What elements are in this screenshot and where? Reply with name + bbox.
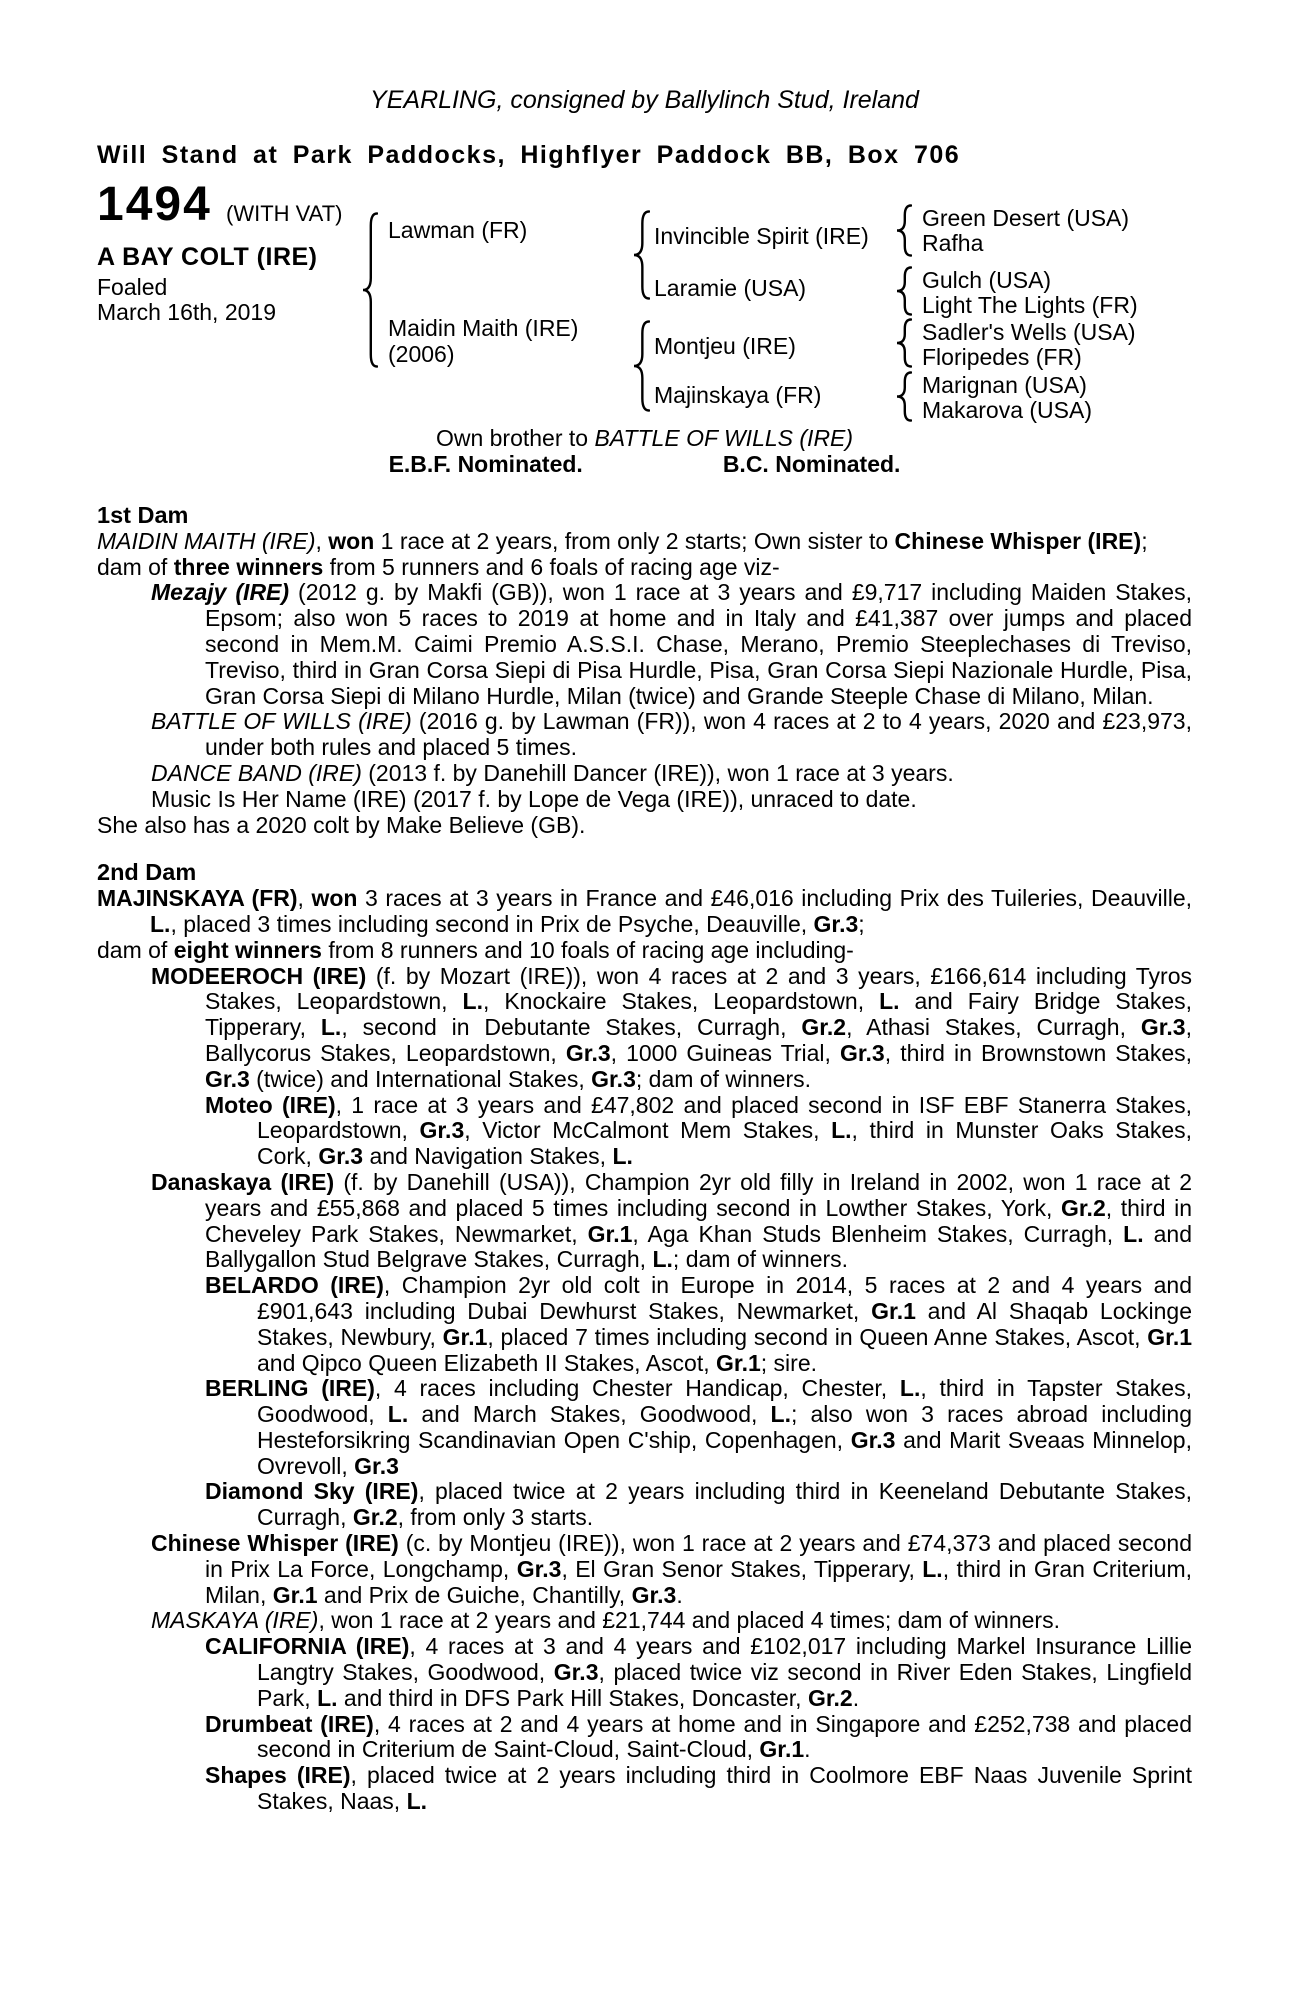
gp-dam-sire-dam: Floripedes (FR): [922, 344, 1082, 370]
produce-record-intro: dam of three winners from 5 runners and 6 foals of racing age viz-: [97, 553, 780, 580]
stand-location-line: Will Stand at Park Paddocks, Highflyer Paddock BB, Box 706: [97, 141, 961, 169]
produce-entry-moteo: Moteo (IRE), 1 race at 3 years and £47,802 and placed second in ISF EBF Stanerra Stakes, Leopardstown, Gr.3, Victor McCalmont Mem Stakes, L., third in Munster Oaks Stakes, Cork, Gr.3 and Navigation Stakes, L.: [205, 1091, 1193, 1170]
sire-name: Lawman (FR): [388, 217, 528, 243]
gp-dam-dam-sire: Marignan (USA): [922, 372, 1087, 398]
produce-entry-modeeroch: MODEEROCH (IRE) (f. by Mozart (IRE)), won 4 races at 2 and 3 years, £166,614 including Tyros Stakes, Leopardstown, L., Knockaire Stakes, Leopardstown, L. and Fairy Bridge Stakes, Tipperary, L., second in Debutante Stakes, Curragh, Gr.2, Athasi Stakes, Curragh, Gr.3, Ballycorus Stakes, Leopardstown, Gr.3, 1000 Guineas Trial, Gr.3, third in Brownstown Stakes, Gr.3 (twice) and International Stakes, Gr.3; dam of winners.: [151, 962, 1193, 1092]
produce-entry-belardo: BELARDO (IRE), Champion 2yr old colt in Europe in 2014, 5 races at 2 and 4 years and £901,643 including Dubai Dewhurst Stakes, Newmarket, Gr.1 and Al Shaqab Lockinge Stakes, Newbury, Gr.1, placed 7 times including second in Queen Anne Stakes, Ascot, Gr.1 and Qipco Queen Elizabeth II Stakes, Ascot, Gr.1; sire.: [205, 1272, 1193, 1376]
produce-entry-battle-of-wills: BATTLE OF WILLS (IRE) (2016 g. by Lawman (FR)), won 4 races at 2 to 4 years, 2020 and £23,973, under both rules and placed 5 times.: [151, 708, 1192, 761]
produce-record-intro: dam of eight winners from 8 runners and 10 foals of racing age including-: [97, 936, 854, 963]
first-dam-heading: 1st Dam: [97, 502, 189, 528]
pedigree-brace-gp4: [896, 371, 912, 422]
produce-entry-berling: BERLING (IRE), 4 races including Chester Handicap, Chester, L., third in Tapster Stakes, Goodwood, L. and March Stakes, Goodwood, L.; also won 3 races abroad including Hesteforsikring Scandinavian Open C'ship, Copenhagen, Gr.3 and Marit Sveaas Minnelop, Ovrevoll, Gr.3: [205, 1375, 1192, 1479]
dam-name: Maidin Maith (IRE): [388, 315, 579, 341]
pedigree-brace-parents: [362, 212, 378, 368]
produce-entry-shapes: Shapes (IRE), placed twice at 2 years including third in Coolmore EBF Naas Juvenile Sprint Stakes, Naas, L.: [205, 1762, 1192, 1815]
foaled-date: March 16th, 2019: [97, 299, 277, 325]
produce-entry-danaskaya: Danaskaya (IRE) (f. by Danehill (USA)), Champion 2yr old filly in Ireland in 2002, won 1 race at 2 years and £55,868 and placed 5 times including second in Lowther Stakes, York, Gr.2, third in Cheveley Park Stakes, Newmarket, Gr.1, Aga Khan Studs Blenheim Stakes, Curragh, L. and Ballygallon Stud Belgrave Stakes, Curragh, L.; dam of winners.: [151, 1168, 1193, 1273]
sire-dam-name: Laramie (USA): [654, 275, 807, 301]
sire-sire-name: Invincible Spirit (IRE): [654, 223, 869, 249]
second-dam-heading: 2nd Dam: [97, 859, 197, 886]
pedigree-brace-dam-parents: [633, 320, 650, 412]
gp-sire-dam-dam: Light The Lights (FR): [922, 292, 1138, 318]
produce-entry-california: CALIFORNIA (IRE), 4 races at 3 and 4 years and £102,017 including Markel Insurance Lillie Langtry Stakes, Goodwood, Gr.3, placed twice viz second in River Eden Stakes, Lingfield Park, L. and third in DFS Park Hill Stakes, Doncaster, Gr.2.: [205, 1633, 1192, 1711]
gp-dam-dam-dam: Makarova (USA): [922, 397, 1092, 423]
dam-dam-name: Majinskaya (FR): [654, 382, 822, 408]
produce-entry-maskaya: MASKAYA (IRE), won 1 race at 2 years and £21,744 and placed 4 times; dam of winners.: [151, 1607, 1060, 1634]
produce-entry-dance-band: DANCE BAND (IRE) (2013 f. by Danehill Dancer (IRE)), won 1 race at 3 years.: [151, 759, 954, 786]
pedigree-table: [97, 178, 1192, 477]
horse-description: A BAY COLT (IRE): [97, 243, 318, 271]
dam-year: (2006): [388, 341, 455, 367]
mare-summary: MAIDIN MAITH (IRE), won 1 race at 2 years, from only 2 starts; Own sister to Chinese Whisper (IRE);: [97, 527, 1148, 554]
produce-entry-drumbeat: Drumbeat (IRE), 4 races at 2 and 4 years at home and in Singapore and £252,738 and placed second in Criterium de Saint-Cloud, Saint-Cloud, Gr.1.: [205, 1710, 1192, 1763]
own-brother-name: BATTLE OF WILLS (IRE): [594, 425, 854, 451]
first-dam-section: [97, 503, 1192, 838]
bc-nominated-note: B.C. Nominated.: [722, 451, 901, 477]
pedigree-brace-sire-parents: [633, 210, 650, 300]
mare-footnote: She also has a 2020 colt by Make Believe (GB).: [97, 811, 586, 838]
own-brother-line: [97, 426, 1192, 452]
pedigree-brace-gp2: [896, 266, 912, 316]
dam-sire-name: Montjeu (IRE): [654, 333, 796, 359]
second-dam-section: [97, 860, 1192, 1814]
produce-entry-diamond-sky: Diamond Sky (IRE), placed twice at 2 years including third in Keeneland Debutante Stakes, Curragh, Gr.2, from only 3 starts.: [205, 1478, 1192, 1531]
pedigree-brace-gp3: [896, 318, 912, 368]
mare-summary: MAJINSKAYA (FR), won 3 races at 3 years in France and £46,016 including Prix des Tuileries, Deauville, L., placed 3 times including second in Prix de Psyche, Deauville, Gr.3;: [97, 885, 1192, 937]
foaled-label: Foaled: [97, 274, 168, 300]
produce-entry-mezajy: Mezajy (IRE) (2012 g. by Makfi (GB)), won 1 race at 3 years and £9,717 including Maiden Stakes, Epsom; also won 5 races to 2019 at home and in Italy and £41,387 over jumps and placed second in Mem.M. Caimi Premio A.S.S.I. Chase, Merano, Premio Steeplechases di Treviso, Treviso, third in Gran Corsa Siepi di Pisa Hurdle, Pisa, Gran Corsa Siepi Nazionale Hurdle, Pisa, Gran Corsa Siepi di Milano Hurdle, Milan (twice) and Grande Steeple Chase di Milano, Milan.: [151, 579, 1192, 709]
pedigree-brace-gp1: [896, 204, 912, 257]
consignor-line: YEARLING, consigned by Ballylinch Stud, Ireland: [370, 86, 919, 114]
produce-entry-music-is-her-name: Music Is Her Name (IRE) (2017 f. by Lope de Vega (IRE)), unraced to date.: [151, 785, 917, 812]
nomination-line: [97, 452, 1192, 478]
lot-number: 1494: [97, 178, 212, 231]
vat-note: (WITH VAT): [226, 201, 343, 226]
gp-sire-dam-sire: Gulch (USA): [922, 267, 1052, 293]
gp-dam-sire-sire: Sadler's Wells (USA): [922, 319, 1136, 345]
own-brother-prefix: Own brother to: [435, 425, 595, 451]
gp-sire-sire-dam: Rafha: [922, 230, 984, 256]
gp-sire-sire-sire: Green Desert (USA): [922, 205, 1130, 231]
produce-entry-chinese-whisper: Chinese Whisper (IRE) (c. by Montjeu (IRE)), won 1 race at 2 years and £74,373 and placed second in Prix La Force, Longchamp, Gr.3, El Gran Senor Stakes, Tipperary, L., third in Gran Criterium, Milan, Gr.1 and Prix de Guiche, Chantilly, Gr.3.: [151, 1530, 1192, 1608]
ebf-nominated-note: E.B.F. Nominated.: [388, 451, 583, 477]
